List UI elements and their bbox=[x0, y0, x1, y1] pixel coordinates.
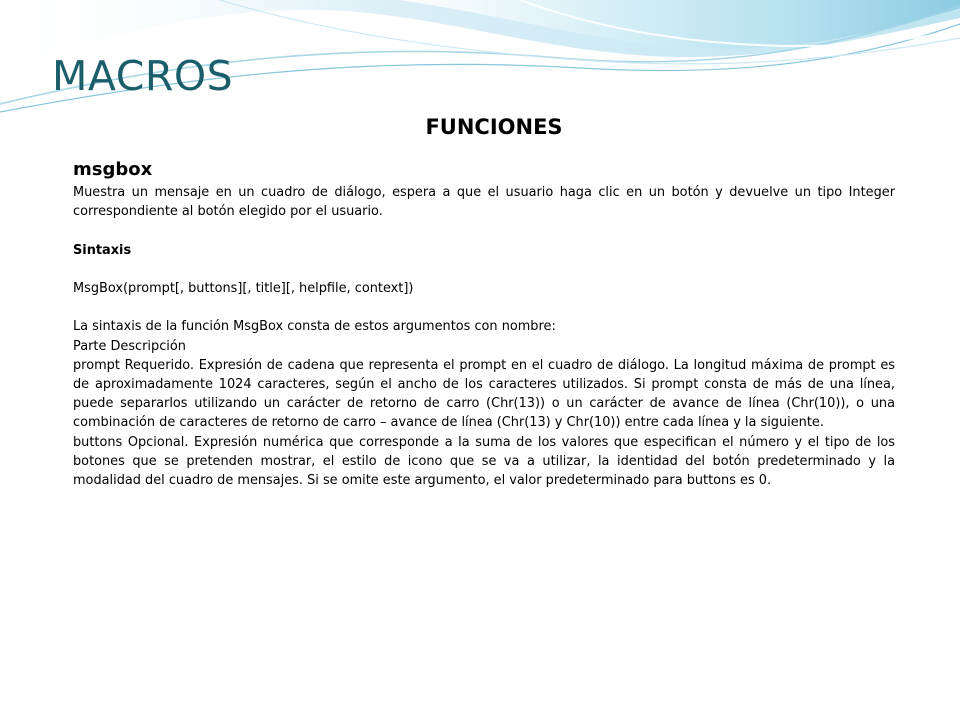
syntax-line: MsgBox(prompt[, buttons][, title][, helpfile, context]) bbox=[73, 280, 414, 296]
spacer bbox=[73, 260, 895, 279]
function-description: Muestra un mensaje en un cuadro de diálogo, espera a que el usuario haga clic en un botón y devuelve un tipo Integer correspondiente al botón elegido por el usuario. bbox=[73, 185, 895, 220]
syntax-label: Sintaxis bbox=[73, 242, 132, 258]
arguments-intro: La sintaxis de la función MsgBox consta de estos argumentos con nombre: bbox=[73, 319, 556, 335]
arguments-table-header: Parte Descripción bbox=[73, 338, 186, 354]
function-name: msgbox bbox=[73, 159, 153, 180]
spacer bbox=[73, 221, 895, 240]
argument-prompt: prompt Requerido. Expresión de cadena que representa el prompt en el cuadro de diálogo. La longitud máxima de prompt es de aproximadamente 1024 caracteres, según el ancho de los caracteres utilizados. Si prompt consta de más de una línea, puede separarlos utilizando un carácter de retorno de carro (Chr(13)) o un carácter de avance de línea (Chr(10)), o una combinación de caracteres de retorno de carro – avance de línea (Chr(13) y Chr(10)) entre cada línea y la siguiente. bbox=[73, 357, 895, 431]
content-body bbox=[73, 157, 895, 490]
slide-title: MACROS bbox=[52, 52, 234, 100]
section-heading: FUNCIONES bbox=[425, 115, 563, 139]
argument-buttons: buttons Opcional. Expresión numérica que corresponde a la suma de los valores que especifican el número y el tipo de los botones que se pretenden mostrar, el estilo de icono que se va a utilizar, la identidad del botón predeterminado y la modalidad del cuadro de mensajes. Si se omite este argumento, el valor predeterminado para buttons es 0. bbox=[73, 434, 895, 488]
spacer bbox=[73, 298, 895, 317]
